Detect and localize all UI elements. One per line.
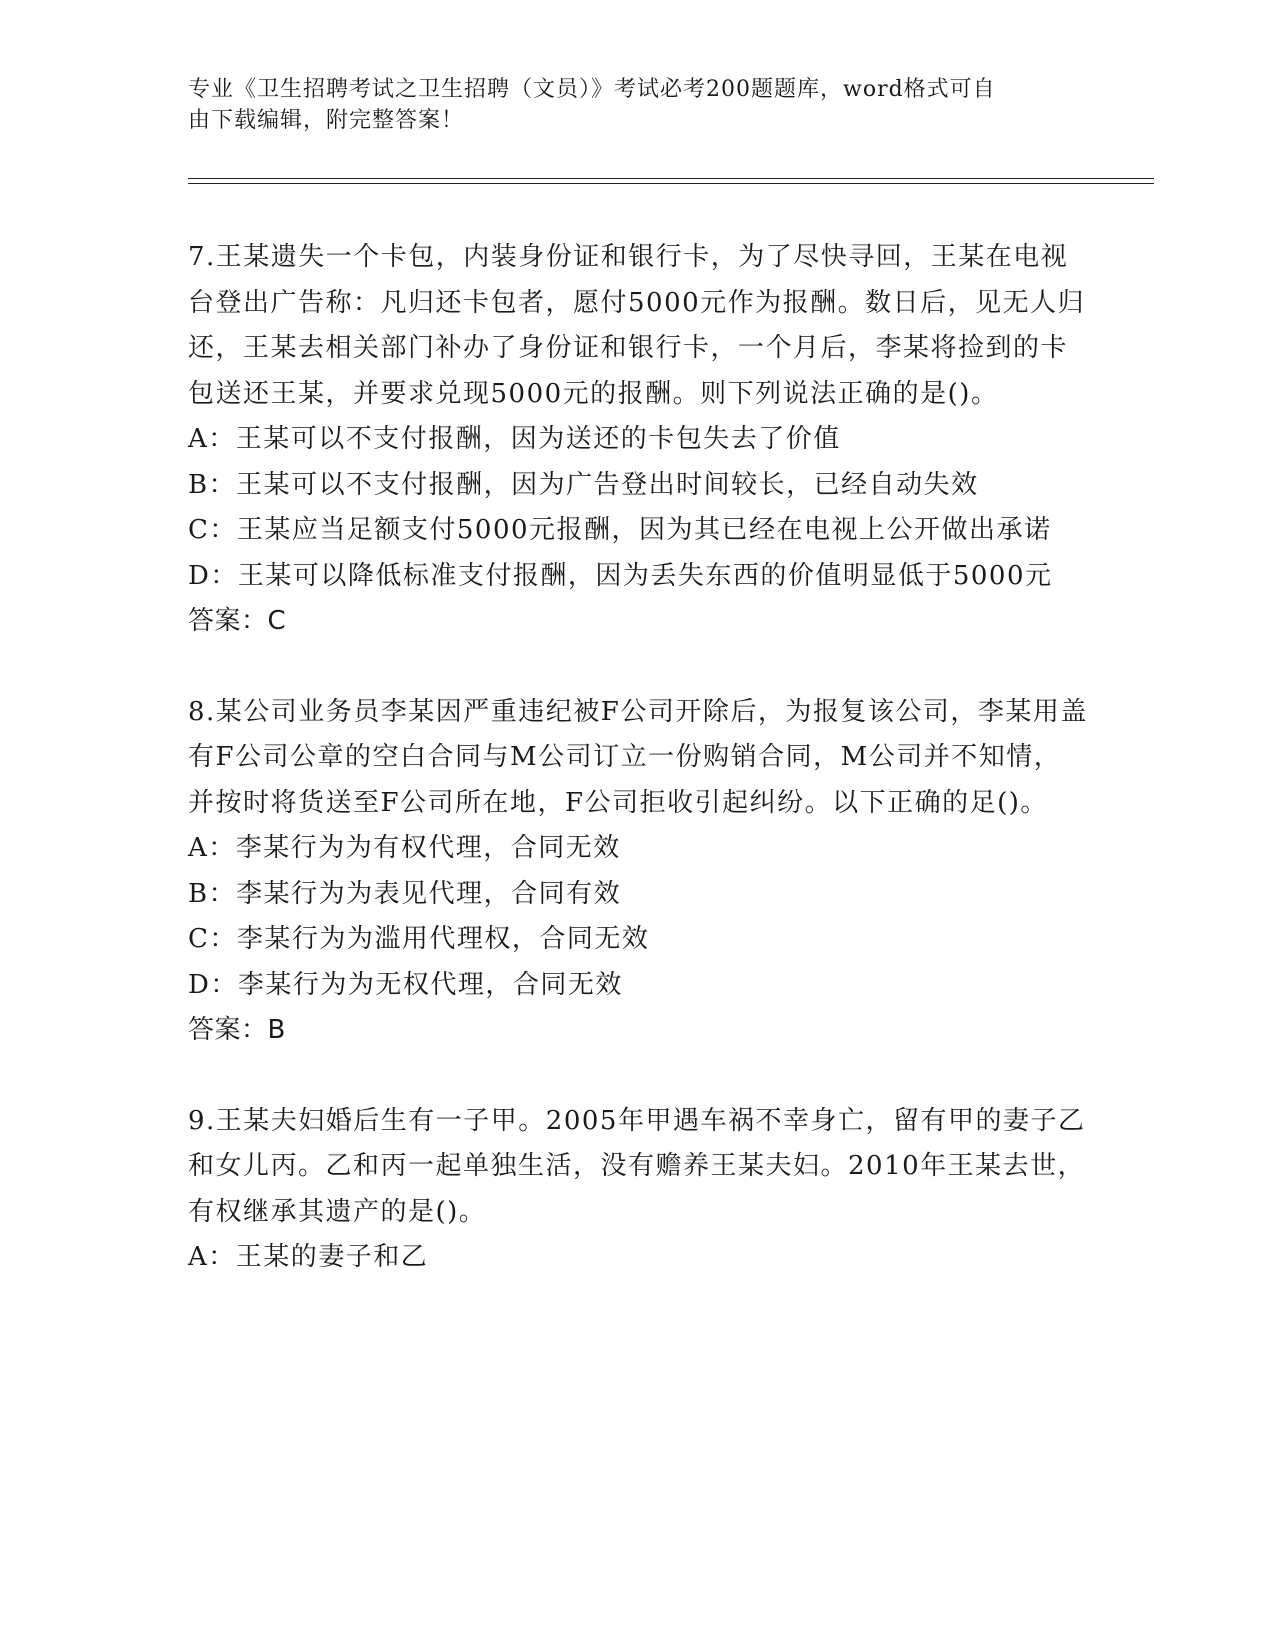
- question-7: [188, 235, 1088, 645]
- question-9: [188, 1099, 1088, 1281]
- option-d: D：李某行为为无权代理，合同无效: [188, 969, 623, 1000]
- option-c: C：李某行为为滥用代理权，合同无效: [188, 924, 650, 954]
- header-divider-top: [188, 178, 1154, 179]
- header-line-1: 专业《卫生招聘考试之卫生招聘（文员）》考试必考200题题库，word格式可自: [188, 77, 996, 102]
- header-line-2: 由下载编辑，附完整答案！: [188, 108, 465, 133]
- spacer: [188, 645, 1088, 690]
- question-text: 7.王某遗失一个卡包，内装身份证和银行卡，为了尽快寻回，王某在电视台登出广告称：凡归还卡包者，愿付5000元作为报酬。数日后，见无人归还，王某去相关部门补办了身份证和银行卡，一个月后，李某将捡到的卡包送还王某，并要求兑现5000元的报酬。则下列说法正确的是()。: [188, 242, 1086, 409]
- answer: 答案：C: [188, 606, 287, 636]
- option-a: A：李某行为为有权代理，合同无效: [188, 833, 621, 863]
- option-c: C：王某应当足额支付5000元报酬，因为其已经在电视上公开做出承诺: [188, 515, 1052, 545]
- answer: 答案：B: [188, 1015, 286, 1045]
- spacer: [188, 1054, 1088, 1099]
- option-a: A：王某的妻子和乙: [188, 1242, 429, 1272]
- question-8: [188, 690, 1088, 1054]
- option-d: D：王某可以降低标准支付报酬，因为丢失东西的价值明显低于5000元: [188, 560, 1053, 591]
- header-divider-bottom: [188, 183, 1154, 184]
- option-a: A：王某可以不支付报酬，因为送还的卡包失去了价值: [188, 424, 841, 454]
- document-header: [188, 74, 1078, 136]
- question-text: 9.王某夫妇婚后生有一子甲。2005年甲遇车祸不幸身亡，留有甲的妻子乙和女儿丙。乙和丙一起单独生活，没有赡养王某夫妇。2010年王某去世，有权继承其遗产的是()。: [188, 1105, 1086, 1227]
- question-text: 8.某公司业务员李某因严重违纪被F公司开除后，为报复该公司，李某用盖有F公司公章的空白合同与M公司订立一份购销合同，M公司并不知情，并按时将货送至F公司所在地，F公司拒收引起纠纷。以下正确的足()。: [188, 696, 1088, 818]
- option-b: B：王某可以不支付报酬，因为广告登出时间较长，已经自动失效: [188, 469, 979, 500]
- question-list: [188, 235, 1088, 1281]
- option-b: B：李某行为为表见代理，合同有效: [188, 878, 622, 909]
